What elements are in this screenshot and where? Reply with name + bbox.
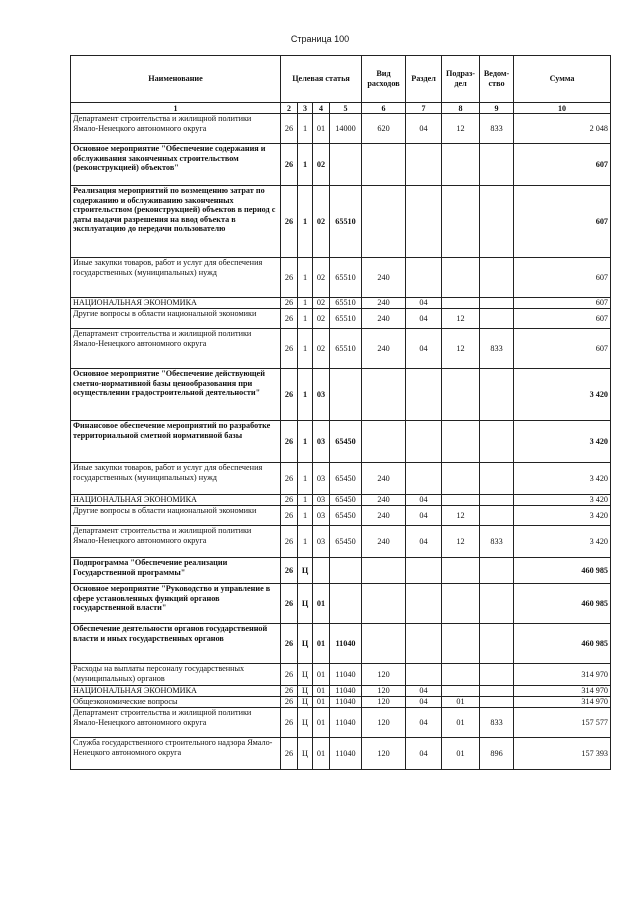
row-name-cell: НАЦИОНАЛЬНАЯ ЭКОНОМИКА xyxy=(71,495,281,506)
target-code-1-cell: 26 xyxy=(281,584,298,624)
table-row xyxy=(71,258,611,298)
row-name-cell: Финансовое обеспечение мероприятий по разработке территориальной сметной нормативной базы xyxy=(71,421,281,463)
target-code-1-cell: 26 xyxy=(281,114,298,144)
target-code-3-cell: 01 xyxy=(313,114,330,144)
target-code-1-cell: 26 xyxy=(281,526,298,558)
target-code-3-cell: 02 xyxy=(313,309,330,329)
header-sum: Сумма xyxy=(514,56,611,103)
target-code-4-cell: 11040 xyxy=(330,664,362,686)
section-cell xyxy=(406,584,442,624)
section-cell xyxy=(406,144,442,186)
target-code-1-cell: 26 xyxy=(281,298,298,309)
sum-cell: 3 420 xyxy=(514,495,611,506)
column-number: 4 xyxy=(313,103,330,114)
department-cell xyxy=(480,186,514,258)
target-code-3-cell: 01 xyxy=(313,624,330,664)
target-code-1-cell: 26 xyxy=(281,686,298,697)
target-code-2-cell: 1 xyxy=(298,114,313,144)
column-number: 7 xyxy=(406,103,442,114)
sum-cell: 607 xyxy=(514,258,611,298)
target-code-3-cell: 03 xyxy=(313,526,330,558)
column-number: 2 xyxy=(281,103,298,114)
sum-cell: 460 985 xyxy=(514,558,611,584)
target-code-3-cell: 01 xyxy=(313,697,330,708)
department-cell: 833 xyxy=(480,114,514,144)
section-cell: 04 xyxy=(406,309,442,329)
table-row xyxy=(71,298,611,309)
department-cell: 833 xyxy=(480,526,514,558)
subsection-cell xyxy=(442,298,480,309)
subsection-cell xyxy=(442,258,480,298)
expense-type-cell: 120 xyxy=(362,686,406,697)
expense-type-cell xyxy=(362,186,406,258)
target-code-4-cell: 65450 xyxy=(330,463,362,495)
subsection-cell: 12 xyxy=(442,114,480,144)
target-code-4-cell: 14000 xyxy=(330,114,362,144)
section-cell: 04 xyxy=(406,686,442,697)
target-code-3-cell xyxy=(313,558,330,584)
subsection-cell xyxy=(442,584,480,624)
subsection-cell: 01 xyxy=(442,738,480,770)
department-cell xyxy=(480,584,514,624)
expense-type-cell: 120 xyxy=(362,664,406,686)
target-code-2-cell: Ц xyxy=(298,624,313,664)
target-code-2-cell: Ц xyxy=(298,584,313,624)
table-body xyxy=(71,114,611,770)
expense-type-cell xyxy=(362,421,406,463)
subsection-cell xyxy=(442,144,480,186)
sum-cell: 607 xyxy=(514,329,611,369)
expense-type-cell: 240 xyxy=(362,506,406,526)
expense-type-cell xyxy=(362,144,406,186)
row-name-cell: Расходы на выплаты персоналу государственных (муниципальных) органов xyxy=(71,664,281,686)
target-code-2-cell: Ц xyxy=(298,738,313,770)
target-code-4-cell xyxy=(330,558,362,584)
target-code-3-cell: 01 xyxy=(313,738,330,770)
department-cell xyxy=(480,309,514,329)
target-code-4-cell xyxy=(330,369,362,421)
sum-cell: 314 970 xyxy=(514,664,611,686)
target-code-2-cell: Ц xyxy=(298,708,313,738)
subsection-cell xyxy=(442,558,480,584)
column-number: 5 xyxy=(330,103,362,114)
expense-type-cell xyxy=(362,558,406,584)
department-cell xyxy=(480,558,514,584)
department-cell xyxy=(480,258,514,298)
department-cell xyxy=(480,369,514,421)
column-number: 9 xyxy=(480,103,514,114)
subsection-cell: 12 xyxy=(442,526,480,558)
column-number: 3 xyxy=(298,103,313,114)
subsection-cell: 01 xyxy=(442,697,480,708)
row-name-cell: Основное мероприятие "Обеспечение содержания и обслуживания законченных строительством (реконструкцией) объектов" xyxy=(71,144,281,186)
table-row xyxy=(71,624,611,664)
target-code-1-cell: 26 xyxy=(281,369,298,421)
row-name-cell: Общеэкономические вопросы xyxy=(71,697,281,708)
target-code-4-cell: 65510 xyxy=(330,309,362,329)
target-code-4-cell xyxy=(330,144,362,186)
target-code-2-cell: Ц xyxy=(298,697,313,708)
target-code-4-cell: 11040 xyxy=(330,697,362,708)
target-code-4-cell: 65510 xyxy=(330,298,362,309)
table-row xyxy=(71,463,611,495)
department-cell xyxy=(480,421,514,463)
department-cell xyxy=(480,506,514,526)
target-code-4-cell: 11040 xyxy=(330,708,362,738)
target-code-2-cell: Ц xyxy=(298,558,313,584)
table-row xyxy=(71,421,611,463)
target-code-2-cell: 1 xyxy=(298,506,313,526)
target-code-1-cell: 26 xyxy=(281,558,298,584)
department-cell xyxy=(480,495,514,506)
expense-type-cell xyxy=(362,584,406,624)
row-name-cell: Другие вопросы в области национальной экономики xyxy=(71,506,281,526)
target-code-2-cell: 1 xyxy=(298,463,313,495)
department-cell xyxy=(480,144,514,186)
subsection-cell: 01 xyxy=(442,708,480,738)
section-cell: 04 xyxy=(406,526,442,558)
table-row xyxy=(71,686,611,697)
table-row xyxy=(71,186,611,258)
row-name-cell: Подпрограмма "Обеспечение реализации Государственной программы" xyxy=(71,558,281,584)
row-name-cell: Иные закупки товаров, работ и услуг для обеспечения государственных (муниципальных) нужд xyxy=(71,258,281,298)
subsection-cell xyxy=(442,495,480,506)
table-row xyxy=(71,708,611,738)
expense-type-cell: 240 xyxy=(362,309,406,329)
target-code-4-cell: 65510 xyxy=(330,258,362,298)
sum-cell: 460 985 xyxy=(514,584,611,624)
row-name-cell: НАЦИОНАЛЬНАЯ ЭКОНОМИКА xyxy=(71,298,281,309)
sum-cell: 607 xyxy=(514,186,611,258)
row-name-cell: Иные закупки товаров, работ и услуг для обеспечения государственных (муниципальных) нужд xyxy=(71,463,281,495)
target-code-2-cell: 1 xyxy=(298,309,313,329)
expense-type-cell xyxy=(362,369,406,421)
row-name-cell: Обеспечение деятельности органов государственной власти и иных государственных органов xyxy=(71,624,281,664)
table-row xyxy=(71,584,611,624)
table-row xyxy=(71,329,611,369)
department-cell xyxy=(480,686,514,697)
subsection-cell xyxy=(442,463,480,495)
target-code-1-cell: 26 xyxy=(281,664,298,686)
target-code-1-cell: 26 xyxy=(281,463,298,495)
target-code-3-cell: 01 xyxy=(313,664,330,686)
table-row xyxy=(71,738,611,770)
target-code-3-cell: 03 xyxy=(313,506,330,526)
target-code-1-cell: 26 xyxy=(281,506,298,526)
section-cell: 04 xyxy=(406,495,442,506)
row-name-cell: Департамент строительства и жилищной политики Ямало-Ненецкого автономного округа xyxy=(71,114,281,144)
table-row xyxy=(71,144,611,186)
section-cell xyxy=(406,664,442,686)
subsection-cell: 12 xyxy=(442,329,480,369)
row-name-cell: НАЦИОНАЛЬНАЯ ЭКОНОМИКА xyxy=(71,686,281,697)
header-department: Ведом-ство xyxy=(480,56,514,103)
section-cell: 04 xyxy=(406,697,442,708)
target-code-1-cell: 26 xyxy=(281,495,298,506)
row-name-cell: Другие вопросы в области национальной экономики xyxy=(71,309,281,329)
section-cell xyxy=(406,624,442,664)
section-cell xyxy=(406,421,442,463)
sum-cell: 460 985 xyxy=(514,624,611,664)
expense-type-cell: 120 xyxy=(362,697,406,708)
target-code-1-cell: 26 xyxy=(281,708,298,738)
target-code-3-cell: 02 xyxy=(313,258,330,298)
section-cell xyxy=(406,463,442,495)
department-cell: 833 xyxy=(480,329,514,369)
target-code-1-cell: 26 xyxy=(281,697,298,708)
section-cell xyxy=(406,558,442,584)
department-cell xyxy=(480,664,514,686)
sum-cell: 3 420 xyxy=(514,421,611,463)
header-section: Раздел xyxy=(406,56,442,103)
header-target-article: Целевая статья xyxy=(281,56,362,103)
sum-cell: 3 420 xyxy=(514,369,611,421)
subsection-cell xyxy=(442,686,480,697)
table-row xyxy=(71,309,611,329)
budget-table xyxy=(70,55,611,770)
target-code-4-cell: 11040 xyxy=(330,686,362,697)
expense-type-cell: 240 xyxy=(362,298,406,309)
column-number: 1 xyxy=(71,103,281,114)
header-subsection: Подраз-дел xyxy=(442,56,480,103)
row-name-cell: Департамент строительства и жилищной политики Ямало-Ненецкого автономного округа xyxy=(71,526,281,558)
table-row xyxy=(71,697,611,708)
target-code-4-cell: 65450 xyxy=(330,526,362,558)
column-number: 10 xyxy=(514,103,611,114)
expense-type-cell: 240 xyxy=(362,463,406,495)
sum-cell: 314 970 xyxy=(514,697,611,708)
subsection-cell: 12 xyxy=(442,309,480,329)
department-cell xyxy=(480,624,514,664)
department-cell xyxy=(480,298,514,309)
target-code-1-cell: 26 xyxy=(281,421,298,463)
target-code-3-cell: 02 xyxy=(313,144,330,186)
target-code-1-cell: 26 xyxy=(281,624,298,664)
expense-type-cell: 620 xyxy=(362,114,406,144)
target-code-2-cell: 1 xyxy=(298,258,313,298)
section-cell: 04 xyxy=(406,114,442,144)
expense-type-cell: 120 xyxy=(362,708,406,738)
subsection-cell xyxy=(442,664,480,686)
row-name-cell: Департамент строительства и жилищной политики Ямало-Ненецкого автономного округа xyxy=(71,329,281,369)
target-code-1-cell: 26 xyxy=(281,144,298,186)
target-code-3-cell: 03 xyxy=(313,369,330,421)
target-code-2-cell: 1 xyxy=(298,526,313,558)
subsection-cell xyxy=(442,369,480,421)
row-name-cell: Основное мероприятие "Обеспечение действующей сметно-нормативной базы ценообразования при осуществлении градостроительной деятельности" xyxy=(71,369,281,421)
section-cell: 04 xyxy=(406,708,442,738)
department-cell: 833 xyxy=(480,708,514,738)
target-code-2-cell: 1 xyxy=(298,421,313,463)
column-number: 8 xyxy=(442,103,480,114)
sum-cell: 3 420 xyxy=(514,526,611,558)
target-code-2-cell: 1 xyxy=(298,298,313,309)
target-code-4-cell: 65450 xyxy=(330,421,362,463)
target-code-2-cell: Ц xyxy=(298,686,313,697)
target-code-2-cell: Ц xyxy=(298,664,313,686)
target-code-3-cell: 03 xyxy=(313,421,330,463)
sum-cell: 607 xyxy=(514,309,611,329)
header-name: Наименование xyxy=(71,56,281,103)
row-name-cell: Основное мероприятие "Руководство и управление в сфере установленных функций органов государственной власти" xyxy=(71,584,281,624)
sum-cell: 314 970 xyxy=(514,686,611,697)
row-name-cell: Служба государственного строительного надзора Ямало-Ненецкого автономного округа xyxy=(71,738,281,770)
row-name-cell: Департамент строительства и жилищной политики Ямало-Ненецкого автономного округа xyxy=(71,708,281,738)
sum-cell: 3 420 xyxy=(514,463,611,495)
section-cell xyxy=(406,258,442,298)
target-code-1-cell: 26 xyxy=(281,186,298,258)
target-code-4-cell: 65450 xyxy=(330,506,362,526)
subsection-cell: 12 xyxy=(442,506,480,526)
target-code-3-cell: 01 xyxy=(313,584,330,624)
expense-type-cell xyxy=(362,624,406,664)
sum-cell: 3 420 xyxy=(514,506,611,526)
sum-cell: 157 393 xyxy=(514,738,611,770)
section-cell: 04 xyxy=(406,738,442,770)
target-code-4-cell xyxy=(330,584,362,624)
department-cell: 896 xyxy=(480,738,514,770)
target-code-3-cell: 01 xyxy=(313,686,330,697)
sum-cell: 2 048 xyxy=(514,114,611,144)
section-cell xyxy=(406,369,442,421)
target-code-3-cell: 02 xyxy=(313,329,330,369)
target-code-1-cell: 26 xyxy=(281,738,298,770)
target-code-2-cell: 1 xyxy=(298,495,313,506)
expense-type-cell: 120 xyxy=(362,738,406,770)
target-code-1-cell: 26 xyxy=(281,309,298,329)
target-code-1-cell: 26 xyxy=(281,329,298,369)
column-number: 6 xyxy=(362,103,406,114)
target-code-4-cell: 11040 xyxy=(330,738,362,770)
table-row xyxy=(71,506,611,526)
table-header xyxy=(71,56,611,114)
target-code-4-cell: 11040 xyxy=(330,624,362,664)
expense-type-cell: 240 xyxy=(362,526,406,558)
sum-cell: 607 xyxy=(514,298,611,309)
expense-type-cell: 240 xyxy=(362,495,406,506)
table-row xyxy=(71,114,611,144)
target-code-3-cell: 02 xyxy=(313,298,330,309)
subsection-cell xyxy=(442,186,480,258)
sum-cell: 607 xyxy=(514,144,611,186)
target-code-3-cell: 02 xyxy=(313,186,330,258)
section-cell: 04 xyxy=(406,298,442,309)
subsection-cell xyxy=(442,624,480,664)
target-code-2-cell: 1 xyxy=(298,369,313,421)
department-cell xyxy=(480,697,514,708)
target-code-2-cell: 1 xyxy=(298,186,313,258)
target-code-2-cell: 1 xyxy=(298,329,313,369)
column-numbers-row xyxy=(71,103,611,114)
section-cell: 04 xyxy=(406,506,442,526)
subsection-cell xyxy=(442,421,480,463)
page-number-header: Страница 100 xyxy=(290,34,350,44)
table-row xyxy=(71,369,611,421)
target-code-3-cell: 01 xyxy=(313,708,330,738)
table-row xyxy=(71,526,611,558)
section-cell: 04 xyxy=(406,329,442,369)
target-code-4-cell: 65450 xyxy=(330,495,362,506)
department-cell xyxy=(480,463,514,495)
row-name-cell: Реализация мероприятий по возмещению затрат по содержанию и обслуживанию законченных строительством (реконструкцией) объектов в период с даты выдачи разрешения на ввод объекта в эксплуатацию до передачи пользователю xyxy=(71,186,281,258)
expense-type-cell: 240 xyxy=(362,258,406,298)
target-code-3-cell: 03 xyxy=(313,463,330,495)
target-code-2-cell: 1 xyxy=(298,144,313,186)
header-expense-type: Вид расходов xyxy=(362,56,406,103)
table-row xyxy=(71,664,611,686)
table-row xyxy=(71,495,611,506)
target-code-3-cell: 03 xyxy=(313,495,330,506)
target-code-4-cell: 65510 xyxy=(330,186,362,258)
section-cell xyxy=(406,186,442,258)
target-code-1-cell: 26 xyxy=(281,258,298,298)
target-code-4-cell: 65510 xyxy=(330,329,362,369)
sum-cell: 157 577 xyxy=(514,708,611,738)
table-row xyxy=(71,558,611,584)
expense-type-cell: 240 xyxy=(362,329,406,369)
